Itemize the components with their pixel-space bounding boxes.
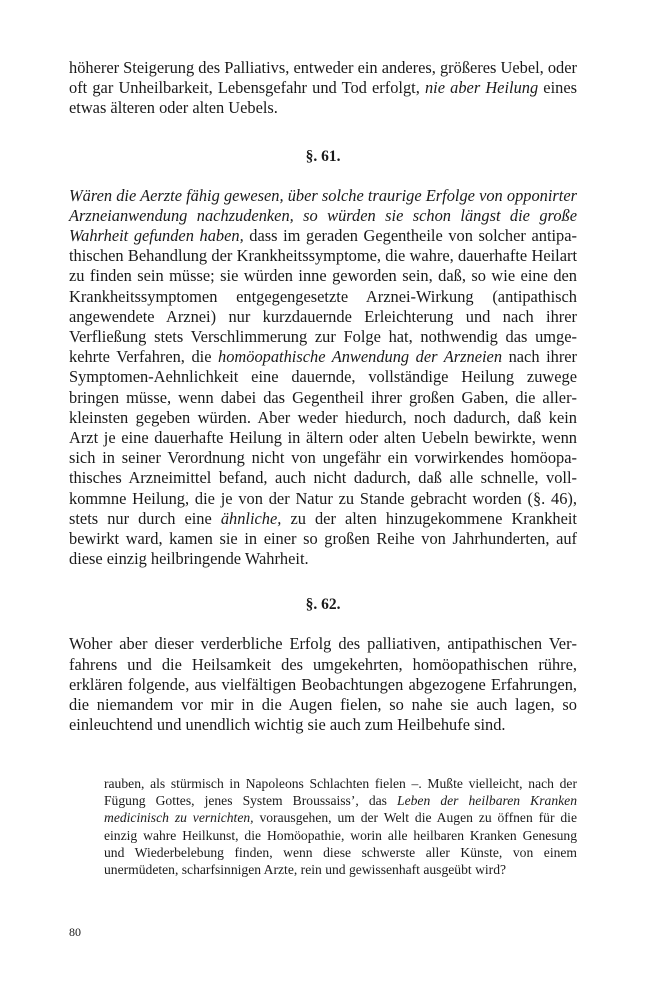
emphasis: homöopathische Anwendung der Arzneien: [218, 347, 503, 367]
footnote: rauben, als stürmisch in Napoleons Schlachten fielen –. Mußte vielleicht, nach der Fügung Gottes, jenes System Broussaiss’, das Leben der heilbaren Kranken medicinisch zu vernichten, vorausgehen, um der Welt die Augen zu öffnen für die einzig wahre Heilkunst, die Homöopathie, worin alle heilbaren Kranken Genesung und Wiederbelebung finden, wenn diese schwerste aller Künste, von einem unermüdeten, scharfsinnigen Arzte, rein und gewissenhaft ausgeübt wird?: [104, 776, 577, 878]
emphasis: Leben der heilbaren Kranken medicinisch zu vernichten,: [104, 793, 577, 826]
paragraph-61: Wären die Aerzte fähig gewesen, über solche traurige Erfolge von opponirter Arzneianwendung nachzudenken, so würden sie schon längst die große Wahrheit gefunden haben, dass im geraden Gegentheile von solcher antipathischen Behandlung der Krankheitssymptome, die wahre, dauerhafte Heilart zu finden sein müsse; sie würden inne geworden sein, daß, so wie eine den Krankheitssymptomen entgegengesetzte Arznei-Wirkung (antipathisch angewendete Arznei) nur kurzdauernde Erleichterung und nach ihrer Verfließung stets Verschlimmerung zur Folge hat, nothwendig das umgekehrte Verfahren, die homöopathische Anwendung der Arzneien nach ihrer Symptomen-Aehnlichkeit eine dauernde, vollständige Heilung zuwege bringen müsse, wenn dabei das Gegentheil ihrer großen Gaben, die allerkleinsten gegeben würden. Aber weder hiedurch, noch dadurch, daß kein Arzt je eine dauerhafte Heilung in ältern oder alten Uebeln bewirkte, wenn sich in seiner Verordnung nicht von ungefähr ein vorwirkendes homöopathisches Arzneimittel befand, auch nicht dadurch, daß alle schnelle, vollkommne Heilung, die je von der Natur zu Stande gebracht worden (§. 46), stets nur durch eine ähnliche, zu der alten hinzugekommene Krankheit bewirkt ward, kamen sie in einer so großen Reihe von Jahrhunderten, auf diese einzig heilbringende Wahrheit.: [69, 185, 578, 569]
paragraph-60-end: höherer Steigerung des Palliativs, entweder ein anderes, größeres Uebel, oder oft gar Unheilbarkeit, Lebensgefahr und Tod erfolgt, nie aber Heilung eines etwas älteren oder alten Uebels.: [69, 58, 577, 118]
emphasis: nie aber Heilung: [424, 78, 539, 98]
section-heading-62: §. 62.: [305, 596, 341, 614]
section-heading-61: §. 61.: [305, 147, 341, 165]
emphasis: Wären die Aerzte fähig gewesen, über solche traurige Erfolge von opponirter Arzneianwendung nachzudenken, so würden sie schon längst die große Wahrheit gefunden haben,: [69, 185, 577, 246]
emphasis: ähnliche,: [220, 508, 282, 528]
page-number: 80: [69, 925, 81, 939]
page-body: [69, 58, 577, 735]
paragraph-62: Woher aber dieser verderbliche Erfolg des palliativen, antipathischen Verfahrens und die Heilsamkeit des umgekehrten, homöopathischen rühre, erklären folgende, aus vielfältigen Beobachtungen abgezogene Erfahrungen, die niemandem vor mir in die Augen fielen, so nahe sie auch lagen, so einleuchtend und unendlich wichtig sie auch zum Heilbehufe sind.: [69, 634, 577, 735]
